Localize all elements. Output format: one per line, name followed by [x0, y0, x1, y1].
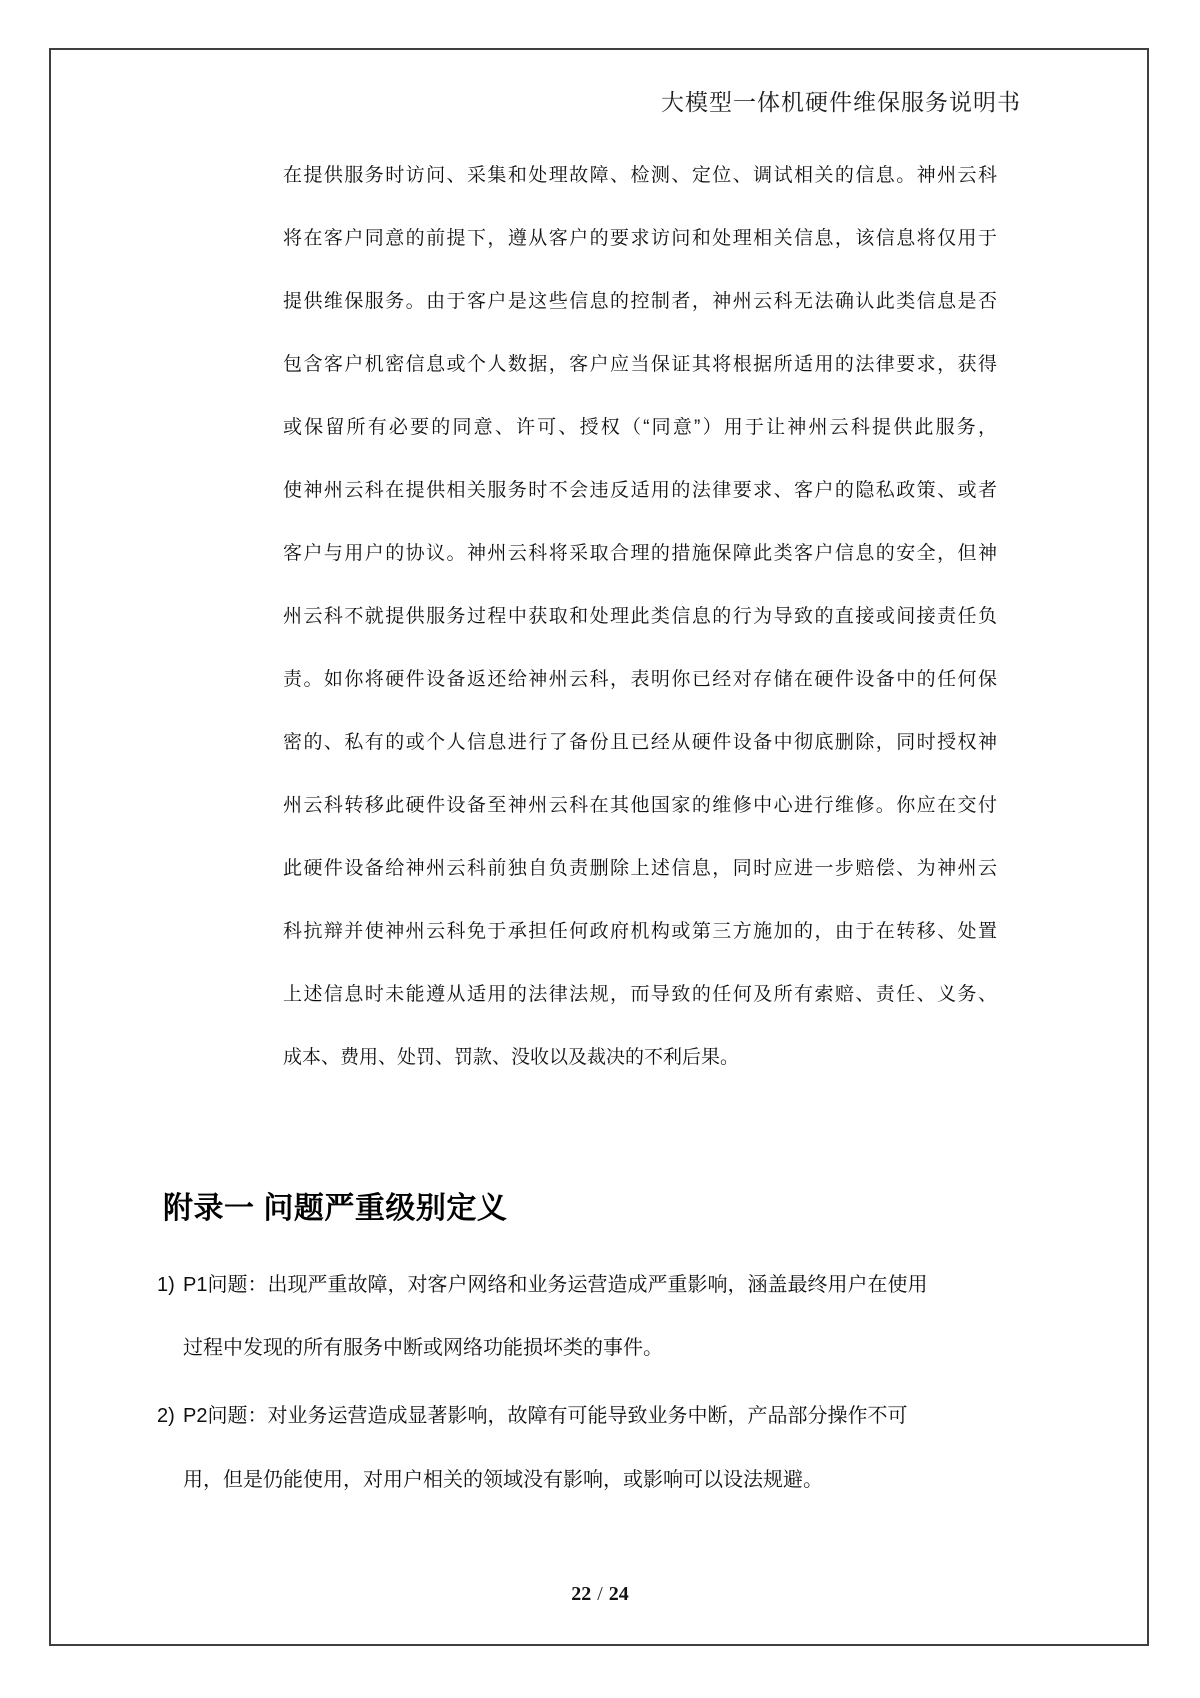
- paragraph-line: 州云科不就提供服务过程中获取和处理此类信息的行为导致的直接或间接责任负: [283, 606, 997, 627]
- paragraph-line: 责。如你将硬件设备返还给神州云科，表明你已经对存储在硬件设备中的任何保: [283, 669, 997, 690]
- paragraph-line: 科抗辩并使神州云科免于承担任何政府机构或第三方施加的，由于在转移、处置: [283, 921, 997, 942]
- paragraph-line: 成本、费用、处罚、罚款、没收以及裁决的不利后果。: [283, 1047, 740, 1068]
- paragraph-line: 提供维保服务。由于客户是这些信息的控制者，神州云科无法确认此类信息是否: [283, 291, 997, 312]
- paragraph-line: 将在客户同意的前提下，遵从客户的要求访问和处理相关信息，该信息将仅用于: [283, 228, 997, 249]
- list-item-line: 过程中发现的所有服务中断或网络功能损坏类的事件。: [183, 1337, 663, 1359]
- paragraph-line: 密的、私有的或个人信息进行了备份且已经从硬件设备中彻底删除，同时授权神: [283, 732, 997, 753]
- list-item-number: 2): [157, 1405, 175, 1427]
- footer-separator: /: [597, 1583, 603, 1605]
- header-title: 大模型一体机硬件维保服务说明书: [661, 90, 1021, 115]
- footer-current-page: 22: [571, 1583, 592, 1605]
- list-item-number: 1): [157, 1274, 175, 1296]
- paragraph-line: 或保留所有必要的同意、许可、授权（“同意”）用于让神州云科提供此服务，: [283, 417, 997, 438]
- list-item-line: 用，但是仍能使用，对用户相关的领域没有影响，或影响可以设法规避。: [183, 1469, 823, 1491]
- list-item-line: P1问题：出现严重故障，对客户网络和业务运营造成严重影响，涵盖最终用户在使用: [183, 1274, 928, 1296]
- body-paragraph: [283, 163, 997, 1108]
- appendix-heading: 附录一 问题严重级别定义: [163, 1192, 508, 1225]
- paragraph-line: 客户与用户的协议。神州云科将采取合理的措施保障此类客户信息的安全，但神: [283, 543, 997, 564]
- page-header: [661, 84, 1021, 117]
- paragraph-line: 州云科转移此硬件设备至神州云科在其他国家的维修中心进行维修。你应在交付: [283, 795, 997, 816]
- paragraph-line: 此硬件设备给神州云科前独自负责删除上述信息，同时应进一步赔偿、为神州云: [283, 858, 997, 879]
- list-item-line: P2问题：对业务运营造成显著影响，故障有可能导致业务中断，产品部分操作不可: [183, 1405, 908, 1427]
- page-footer: [0, 1583, 1200, 1606]
- footer-total-pages: 24: [608, 1583, 629, 1605]
- paragraph-line: 包含客户机密信息或个人数据，客户应当保证其将根据所适用的法律要求，获得: [283, 354, 997, 375]
- paragraph-line: 在提供服务时访问、采集和处理故障、检测、定位、调试相关的信息。神州云科: [283, 165, 997, 186]
- paragraph-line: 上述信息时未能遵从适用的法律法规，而导致的任何及所有索赔、责任、义务、: [283, 984, 997, 1005]
- paragraph-line: 使神州云科在提供相关服务时不会违反适用的法律要求、客户的隐私政策、或者: [283, 480, 997, 501]
